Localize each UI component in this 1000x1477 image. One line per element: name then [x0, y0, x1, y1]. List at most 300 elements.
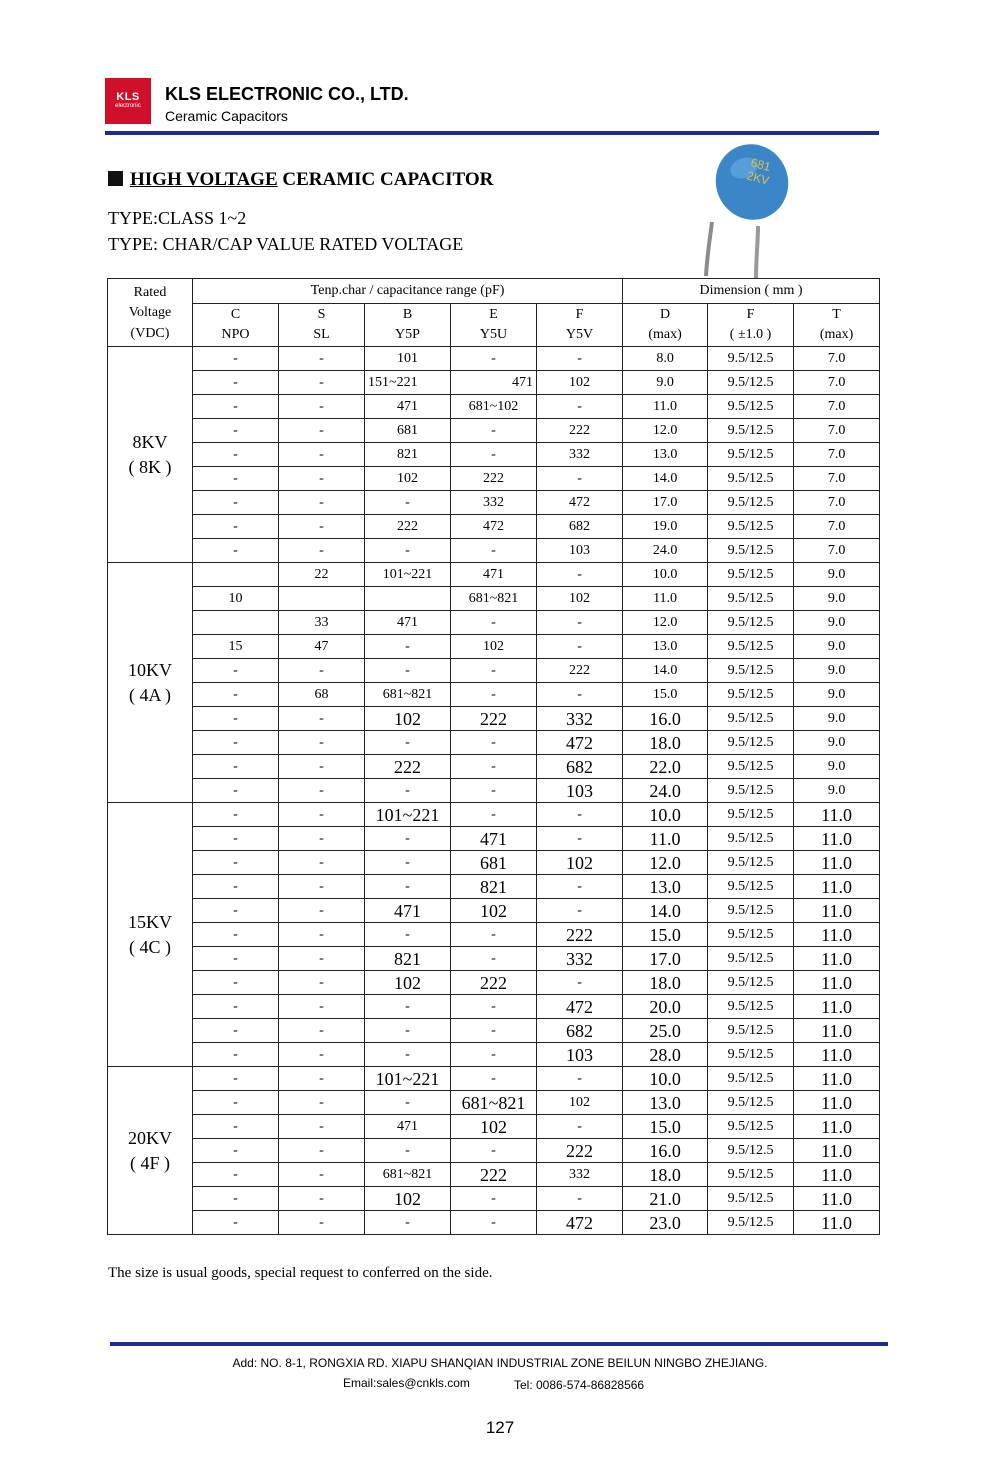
table-cell: 102	[365, 467, 451, 491]
table-cell: 9.5/12.5	[708, 467, 794, 491]
logo-text: KLS	[116, 91, 140, 103]
table-cell: -	[537, 1115, 623, 1139]
table-row	[108, 1187, 880, 1211]
table-cell: 222	[537, 1139, 623, 1163]
table-cell: 9.5/12.5	[708, 611, 794, 635]
table-cell: 102	[537, 371, 623, 395]
table-cell: 11.0	[794, 1115, 880, 1139]
table-cell: 9.5/12.5	[708, 371, 794, 395]
table-cell: -	[279, 467, 365, 491]
table-cell: -	[279, 419, 365, 443]
column-name: Y5U	[479, 327, 508, 342]
table-cell: 9.5/12.5	[708, 875, 794, 899]
table-cell: 471	[365, 1115, 451, 1139]
table-cell: 471	[451, 827, 537, 851]
table-row	[108, 971, 880, 995]
table-cell: 14.0	[623, 659, 708, 683]
table-cell: -	[193, 1019, 279, 1043]
table-cell: 222	[537, 923, 623, 947]
table-cell: -	[537, 899, 623, 923]
table-cell	[279, 587, 365, 611]
table-cell: 11.0	[794, 827, 880, 851]
table-cell: 11.0	[794, 875, 880, 899]
heading-rest: CERAMIC CAPACITOR	[277, 169, 494, 190]
table-row	[108, 659, 880, 683]
table-cell: 102	[537, 587, 623, 611]
table-cell: 9.0	[794, 731, 880, 755]
table-cell: 332	[451, 491, 537, 515]
table-cell: -	[193, 995, 279, 1019]
table-row	[108, 467, 880, 491]
table-cell: 14.0	[623, 899, 708, 923]
table-cell: 681~821	[365, 683, 451, 707]
table-cell: -	[193, 1163, 279, 1187]
table-cell: 471	[365, 395, 451, 419]
table-cell: -	[365, 539, 451, 563]
table-cell: -	[451, 1067, 537, 1091]
table-cell: 681~821	[365, 1163, 451, 1187]
table-cell: -	[451, 731, 537, 755]
table-row	[108, 755, 880, 779]
table-cell: 9.5/12.5	[708, 779, 794, 803]
table-cell: -	[279, 995, 365, 1019]
table-cell: -	[193, 419, 279, 443]
table-cell: 222	[451, 467, 537, 491]
voltage-group-label: 10KV ( 4A )	[108, 563, 193, 803]
table-cell: 102	[451, 635, 537, 659]
table-cell: 11.0	[794, 1067, 880, 1091]
table-cell: 472	[451, 515, 537, 539]
table-cell: 9.5/12.5	[708, 1163, 794, 1187]
table-cell: -	[279, 971, 365, 995]
column-code: F	[575, 306, 584, 322]
table-cell: 9.5/12.5	[708, 659, 794, 683]
table-cell: -	[537, 395, 623, 419]
table-cell: 102	[365, 1187, 451, 1211]
table-cell: -	[193, 947, 279, 971]
table-cell: -	[193, 467, 279, 491]
table-row	[108, 539, 880, 563]
table-cell: 471	[365, 899, 451, 923]
table-cell: -	[279, 779, 365, 803]
footer-divider	[110, 1342, 888, 1346]
table-cell: 14.0	[623, 467, 708, 491]
column-header	[708, 304, 794, 347]
table-cell: 7.0	[794, 395, 880, 419]
table-cell: -	[537, 611, 623, 635]
table-cell: 9.5/12.5	[708, 683, 794, 707]
company-name: KLS ELECTRONIC CO., LTD.	[165, 84, 409, 104]
table-row	[108, 515, 880, 539]
table-cell: -	[279, 923, 365, 947]
table-cell: -	[537, 1067, 623, 1091]
table-cell: 9.5/12.5	[708, 635, 794, 659]
table-cell: 9.5/12.5	[708, 1139, 794, 1163]
table-cell: -	[279, 371, 365, 395]
table-cell: -	[365, 1019, 451, 1043]
table-row	[108, 563, 880, 587]
table-cell: 9.5/12.5	[708, 947, 794, 971]
table-cell: 472	[537, 995, 623, 1019]
section-heading	[108, 169, 493, 191]
table-cell: -	[193, 395, 279, 419]
table-cell: 7.0	[794, 371, 880, 395]
table-cell: 472	[537, 491, 623, 515]
table-cell: 11.0	[794, 803, 880, 827]
table-cell: -	[451, 995, 537, 1019]
type-line-class: TYPE:CLASS 1~2	[108, 208, 247, 228]
table-cell: 101~221	[365, 1067, 451, 1091]
table-cell: 9.5/12.5	[708, 707, 794, 731]
table-row	[108, 443, 880, 467]
table-cell: 12.0	[623, 419, 708, 443]
voltage-group-label: 8KV ( 8K )	[108, 347, 193, 563]
table-cell: -	[451, 347, 537, 371]
table-row	[108, 1067, 880, 1091]
table-cell: -	[365, 923, 451, 947]
table-cell: 9.0	[794, 779, 880, 803]
table-cell: 682	[537, 515, 623, 539]
table-cell: -	[193, 1091, 279, 1115]
table-cell	[365, 587, 451, 611]
table-cell: 11.0	[794, 947, 880, 971]
table-cell: 9.5/12.5	[708, 539, 794, 563]
table-cell: -	[451, 611, 537, 635]
table-row	[108, 491, 880, 515]
table-cell: -	[365, 779, 451, 803]
table-cell: -	[451, 1211, 537, 1235]
table-cell: -	[365, 827, 451, 851]
table-cell: -	[451, 539, 537, 563]
table-cell: 9.5/12.5	[708, 995, 794, 1019]
table-cell: 9.5/12.5	[708, 1211, 794, 1235]
table-cell: -	[365, 659, 451, 683]
column-header	[193, 304, 279, 347]
column-code: T	[832, 306, 841, 322]
table-cell: 682	[537, 755, 623, 779]
table-cell: -	[451, 803, 537, 827]
table-cell: 25.0	[623, 1019, 708, 1043]
table-cell: -	[193, 707, 279, 731]
table-cell: 9.5/12.5	[708, 347, 794, 371]
table-cell: 7.0	[794, 467, 880, 491]
table-cell: 681~821	[451, 587, 537, 611]
table-cell: -	[279, 1187, 365, 1211]
table-cell: 11.0	[623, 827, 708, 851]
table-cell: -	[193, 371, 279, 395]
table-cell: 7.0	[794, 539, 880, 563]
table-cell: 11.0	[623, 587, 708, 611]
header-dimension: Dimension ( mm )	[623, 279, 880, 304]
column-code: D	[660, 306, 671, 322]
table-cell: 10.0	[623, 803, 708, 827]
table-cell: -	[279, 731, 365, 755]
logo-subtext: electronic	[115, 103, 141, 109]
table-cell: 24.0	[623, 779, 708, 803]
table-cell: 9.5/12.5	[708, 1187, 794, 1211]
table-cell: -	[279, 515, 365, 539]
capacitor-marking-1: 681	[749, 155, 773, 175]
company-subtitle: Ceramic Capacitors	[165, 108, 288, 124]
table-cell: 821	[365, 947, 451, 971]
table-cell	[193, 563, 279, 587]
table-cell: -	[193, 1187, 279, 1211]
table-cell: -	[193, 827, 279, 851]
table-cell: -	[279, 875, 365, 899]
table-cell: 13.0	[623, 635, 708, 659]
table-cell: -	[279, 1043, 365, 1067]
table-cell: -	[279, 1139, 365, 1163]
table-row	[108, 1211, 880, 1235]
table-cell: 23.0	[623, 1211, 708, 1235]
table-cell: 102	[537, 851, 623, 875]
type-line-char: TYPE: CHAR/CAP VALUE RATED VOLTAGE	[108, 234, 464, 254]
table-cell: 10	[193, 587, 279, 611]
table-cell: -	[193, 971, 279, 995]
table-cell: -	[193, 1043, 279, 1067]
table-cell: -	[451, 1139, 537, 1163]
table-cell: 9.5/12.5	[708, 731, 794, 755]
table-cell: 681~821	[451, 1091, 537, 1115]
table-cell: -	[279, 539, 365, 563]
table-cell: 9.0	[794, 611, 880, 635]
table-cell: 18.0	[623, 1163, 708, 1187]
company-logo	[105, 78, 151, 124]
column-header	[537, 304, 623, 347]
table-cell: 332	[537, 947, 623, 971]
table-cell: -	[279, 899, 365, 923]
column-code: B	[402, 306, 413, 322]
table-cell: 332	[537, 443, 623, 467]
table-cell: 8.0	[623, 347, 708, 371]
table-row	[108, 611, 880, 635]
table-cell: 103	[537, 539, 623, 563]
table-cell: 9.5/12.5	[708, 1091, 794, 1115]
table-cell: -	[279, 1163, 365, 1187]
table-cell: 102	[451, 899, 537, 923]
table-cell: -	[279, 491, 365, 515]
table-cell: 9.5/12.5	[708, 515, 794, 539]
table-cell: -	[193, 1139, 279, 1163]
table-cell: 102	[365, 971, 451, 995]
table-cell: 24.0	[623, 539, 708, 563]
table-row	[108, 875, 880, 899]
table-cell: 471	[451, 563, 537, 587]
table-cell: -	[279, 659, 365, 683]
capacitor-lead-right	[756, 226, 758, 278]
table-body	[108, 347, 880, 1235]
table-cell: -	[193, 443, 279, 467]
table-cell: -	[451, 659, 537, 683]
table-cell: -	[279, 395, 365, 419]
table-cell: 9.0	[794, 683, 880, 707]
table-cell: -	[193, 1211, 279, 1235]
table-cell: 22	[279, 563, 365, 587]
table-cell: 18.0	[623, 731, 708, 755]
table-row	[108, 1019, 880, 1043]
table-cell: 9.0	[794, 635, 880, 659]
table-cell: 222	[537, 659, 623, 683]
table-cell: 7.0	[794, 419, 880, 443]
table-cell: -	[279, 1067, 365, 1091]
table-cell: 9.0	[623, 371, 708, 395]
table-cell: -	[193, 683, 279, 707]
table-row	[108, 1091, 880, 1115]
column-code: F	[746, 306, 755, 322]
table-cell: 472	[537, 1211, 623, 1235]
table-cell: 7.0	[794, 347, 880, 371]
table-cell: 7.0	[794, 515, 880, 539]
header-tempchar: Tenp.char / capacitance range (pF)	[193, 279, 623, 304]
table-cell: 9.5/12.5	[708, 971, 794, 995]
column-name: (max)	[648, 327, 682, 342]
table-row	[108, 419, 880, 443]
table-cell: 16.0	[623, 707, 708, 731]
table-cell: -	[193, 659, 279, 683]
table-cell: 151~221	[365, 371, 451, 395]
table-row	[108, 803, 880, 827]
table-cell: 11.0	[794, 1019, 880, 1043]
table-cell: 13.0	[623, 443, 708, 467]
table-cell: 9.5/12.5	[708, 803, 794, 827]
column-code: E	[489, 306, 498, 322]
table-cell: 33	[279, 611, 365, 635]
table-cell: 19.0	[623, 515, 708, 539]
table-cell: 101	[365, 347, 451, 371]
column-header	[623, 304, 708, 347]
table-cell: -	[451, 755, 537, 779]
table-cell: -	[365, 1139, 451, 1163]
table-row	[108, 731, 880, 755]
table-cell: -	[279, 1115, 365, 1139]
table-cell: -	[279, 347, 365, 371]
table-cell: -	[537, 635, 623, 659]
table-cell: 9.0	[794, 707, 880, 731]
table-cell: -	[279, 1019, 365, 1043]
table-cell: 102	[537, 1091, 623, 1115]
table-cell: -	[537, 875, 623, 899]
table-cell: 332	[537, 707, 623, 731]
table-row	[108, 347, 880, 371]
voltage-group-label: 20KV ( 4F )	[108, 1067, 193, 1235]
table-cell: 102	[365, 707, 451, 731]
table-cell: 11.0	[794, 1187, 880, 1211]
table-cell: -	[451, 1187, 537, 1211]
footer-email[interactable]: Email:sales@cnkls.com	[343, 1376, 470, 1390]
table-cell: -	[537, 563, 623, 587]
table-cell: 9.5/12.5	[708, 827, 794, 851]
table-cell: 15.0	[623, 1115, 708, 1139]
table-cell: 9.5/12.5	[708, 419, 794, 443]
table-cell: -	[193, 779, 279, 803]
table-cell: 22.0	[623, 755, 708, 779]
table-cell: -	[193, 875, 279, 899]
table-cell: -	[279, 803, 365, 827]
table-cell: 12.0	[623, 611, 708, 635]
table-cell: -	[451, 683, 537, 707]
capacitor-disc	[705, 138, 799, 230]
table-row	[108, 1163, 880, 1187]
table-cell: -	[279, 755, 365, 779]
table-cell: 9.5/12.5	[708, 443, 794, 467]
table-cell: 222	[537, 419, 623, 443]
table-cell: 11.0	[794, 971, 880, 995]
table-cell: -	[537, 803, 623, 827]
table-cell: -	[193, 803, 279, 827]
table-cell: -	[193, 1067, 279, 1091]
column-header	[451, 304, 537, 347]
table-cell: 15.0	[623, 683, 708, 707]
table-cell: -	[193, 755, 279, 779]
table-cell: -	[451, 779, 537, 803]
header-rated-voltage: Rated Voltage (VDC)	[108, 279, 193, 347]
header-divider	[105, 131, 879, 135]
table-cell: -	[193, 539, 279, 563]
table-cell: -	[279, 947, 365, 971]
table-row	[108, 587, 880, 611]
table-cell: 11.0	[794, 1043, 880, 1067]
table-cell: 222	[451, 1163, 537, 1187]
table-cell: 11.0	[794, 1211, 880, 1235]
table-cell: 11.0	[794, 1163, 880, 1187]
table-cell: 7.0	[794, 491, 880, 515]
table-cell: 11.0	[794, 1139, 880, 1163]
table-cell: 11.0	[794, 851, 880, 875]
table-cell: 15.0	[623, 923, 708, 947]
table-row	[108, 683, 880, 707]
table-cell: 101~221	[365, 803, 451, 827]
table-cell: -	[365, 731, 451, 755]
column-header	[279, 304, 365, 347]
heading-underlined: HIGH VOLTAGE	[130, 169, 278, 190]
column-name: Y5P	[395, 327, 420, 342]
table-cell: 13.0	[623, 875, 708, 899]
table-cell: 47	[279, 635, 365, 659]
column-name: SL	[313, 327, 330, 342]
table-row	[108, 899, 880, 923]
table-cell: -	[365, 995, 451, 1019]
table-cell: -	[365, 1211, 451, 1235]
table-row	[108, 1043, 880, 1067]
capacitor-marking-2: 2KV	[745, 168, 771, 188]
table-cell: 101~221	[365, 563, 451, 587]
table-cell: 681	[365, 419, 451, 443]
table-cell: 9.5/12.5	[708, 563, 794, 587]
table-row	[108, 947, 880, 971]
table-cell: 13.0	[623, 1091, 708, 1115]
table-row	[108, 1139, 880, 1163]
table-row	[108, 1115, 880, 1139]
table-cell: -	[193, 731, 279, 755]
table-cell: 9.5/12.5	[708, 587, 794, 611]
table-cell: 821	[365, 443, 451, 467]
table-cell: -	[193, 347, 279, 371]
table-cell: -	[365, 1043, 451, 1067]
table-row	[108, 851, 880, 875]
table-cell: 103	[537, 1043, 623, 1067]
table-cell: -	[537, 827, 623, 851]
table-cell: 681	[451, 851, 537, 875]
table-cell: 15	[193, 635, 279, 659]
page-number: 127	[485, 1418, 515, 1437]
table-row	[108, 827, 880, 851]
table-cell: -	[451, 923, 537, 947]
table-cell: 9.5/12.5	[708, 1043, 794, 1067]
table-cell: -	[193, 1115, 279, 1139]
table-cell: -	[365, 635, 451, 659]
table-cell: 21.0	[623, 1187, 708, 1211]
table-cell: 9.5/12.5	[708, 755, 794, 779]
